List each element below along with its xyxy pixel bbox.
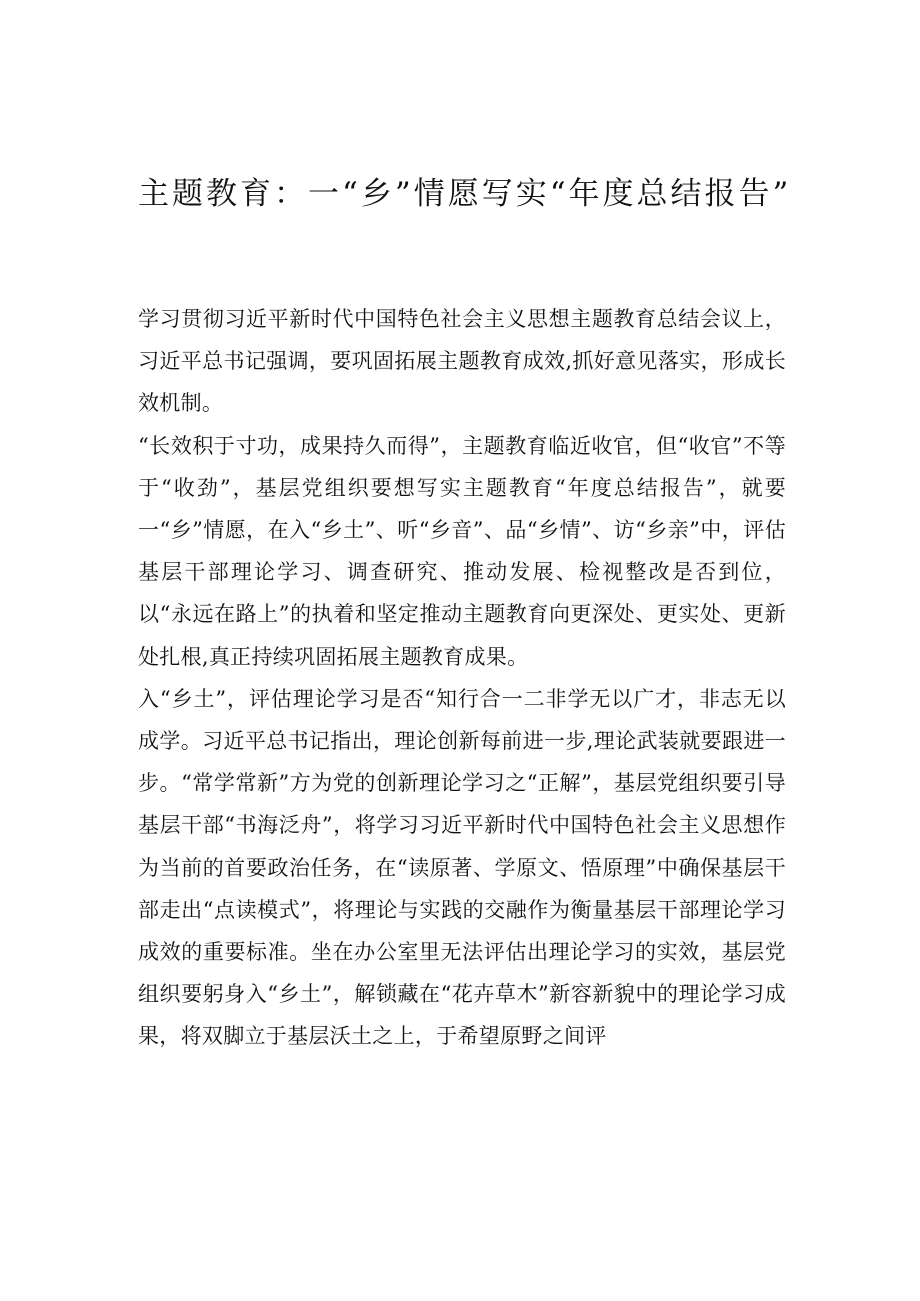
paragraph-3: 入“乡土”，评估理论学习是否“知行合一二非学无以广才，非志无以成学。习近平总书记指出，理论创新每前进一步,理论武装就要跟进一步。“常学常新”方为党的创新理论学习之“正解”，基层党组织要引导基层干部“书海泛舟”，将学习习近平新时代中国特色社会主义思想作为当前的首要政治任务，在“读原著、学原文、悟原理”中确保基层干部走出“点读模式”，将理论与实践的交融作为衡量基层干部理论学习成效的重要标准。坐在办公室里无法评估出理论学习的实效，基层党组织要躬身入“乡土”，解锁藏在“花卉草木”新容新貌中的理论学习成果，将双脚立于基层沃土之上，于希望原野之间评 (138, 686, 786, 1049)
paragraph-1: 学习贯彻习近平新时代中国特色社会主义思想主题教育总结会议上，习近平总书记强调，要巩固拓展主题教育成效,抓好意见落实，形成长效机制。 (138, 307, 786, 416)
document-body (138, 298, 786, 1058)
document-title: 主题教育：一“乡”情愿写实“年度总结报告” (138, 176, 792, 212)
paragraph-2: “长效积于寸功，成果持久而得”，主题教育临近收官，但“收官”不等于“收劲”，基层党组织要想写实主题教育“年度总结报告”，就要一“乡”情愿，在入“乡土”、听“乡音”、品“乡情”、访“乡亲”中，评估基层干部理论学习、调查研究、推动发展、检视整改是否到位，以“永远在路上”的执着和坚定推动主题教育向更深处、更实处、更新处扎根,真正持续巩固拓展主题教育成果。 (138, 433, 786, 669)
